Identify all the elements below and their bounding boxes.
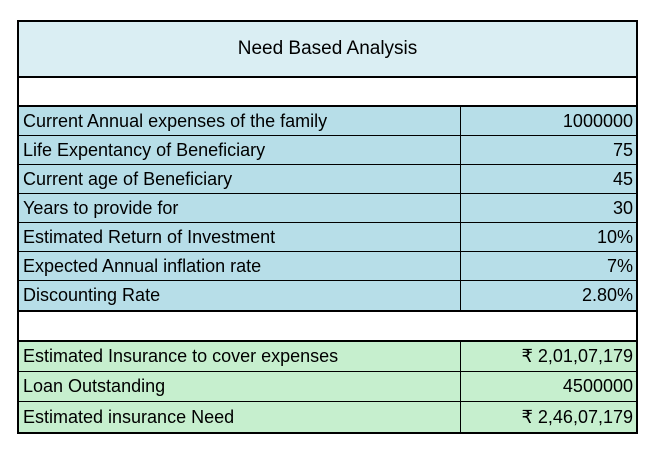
results-table	[17, 342, 638, 434]
value-cell[interactable]: 45	[612, 168, 633, 189]
label-cell[interactable]: Expected Annual inflation rate	[19, 252, 461, 280]
result-row-insurance-need	[19, 402, 636, 432]
need-analysis-sheet	[17, 20, 638, 434]
inputs-table	[17, 107, 638, 312]
label-cell[interactable]: Current age of Beneficiary	[19, 165, 461, 193]
label-cell[interactable]: Life Expentancy of Beneficiary	[19, 136, 461, 164]
value-cell[interactable]: 75	[612, 139, 633, 160]
input-row-discounting-rate	[19, 281, 636, 310]
input-row-annual-expenses	[19, 107, 636, 136]
input-row-life-expectancy	[19, 136, 636, 165]
label-cell[interactable]: Discounting Rate	[19, 281, 461, 310]
label-cell[interactable]: Loan Outstanding	[19, 372, 461, 401]
value-cell[interactable]: 10%	[596, 226, 633, 247]
input-row-years-to-provide	[19, 194, 636, 223]
value-cell[interactable]: 1000000	[562, 110, 633, 131]
value-cell[interactable]: ₹ 2,46,07,179	[521, 406, 633, 427]
result-row-insurance-cover-expenses	[19, 342, 636, 372]
input-row-current-age	[19, 165, 636, 194]
input-row-inflation-rate	[19, 252, 636, 281]
label-cell[interactable]: Years to provide for	[19, 194, 461, 222]
empty-row[interactable]	[17, 78, 638, 107]
empty-row[interactable]	[17, 312, 638, 342]
label-cell[interactable]: Current Annual expenses of the family	[19, 107, 461, 135]
value-cell[interactable]: 7%	[606, 255, 633, 276]
value-cell[interactable]: 4500000	[562, 376, 633, 396]
label-cell[interactable]: Estimated Return of Investment	[19, 223, 461, 251]
label-cell[interactable]: Estimated Insurance to cover expenses	[19, 342, 461, 371]
result-row-loan-outstanding	[19, 372, 636, 402]
value-cell[interactable]: 2.80%	[581, 285, 633, 305]
value-cell[interactable]: 30	[612, 197, 633, 218]
title-cell[interactable]	[17, 20, 638, 78]
sheet-title: Need Based Analysis	[237, 38, 418, 59]
input-row-return-of-investment	[19, 223, 636, 252]
value-cell[interactable]: ₹ 2,01,07,179	[521, 346, 633, 366]
label-cell[interactable]: Estimated insurance Need	[19, 402, 461, 432]
